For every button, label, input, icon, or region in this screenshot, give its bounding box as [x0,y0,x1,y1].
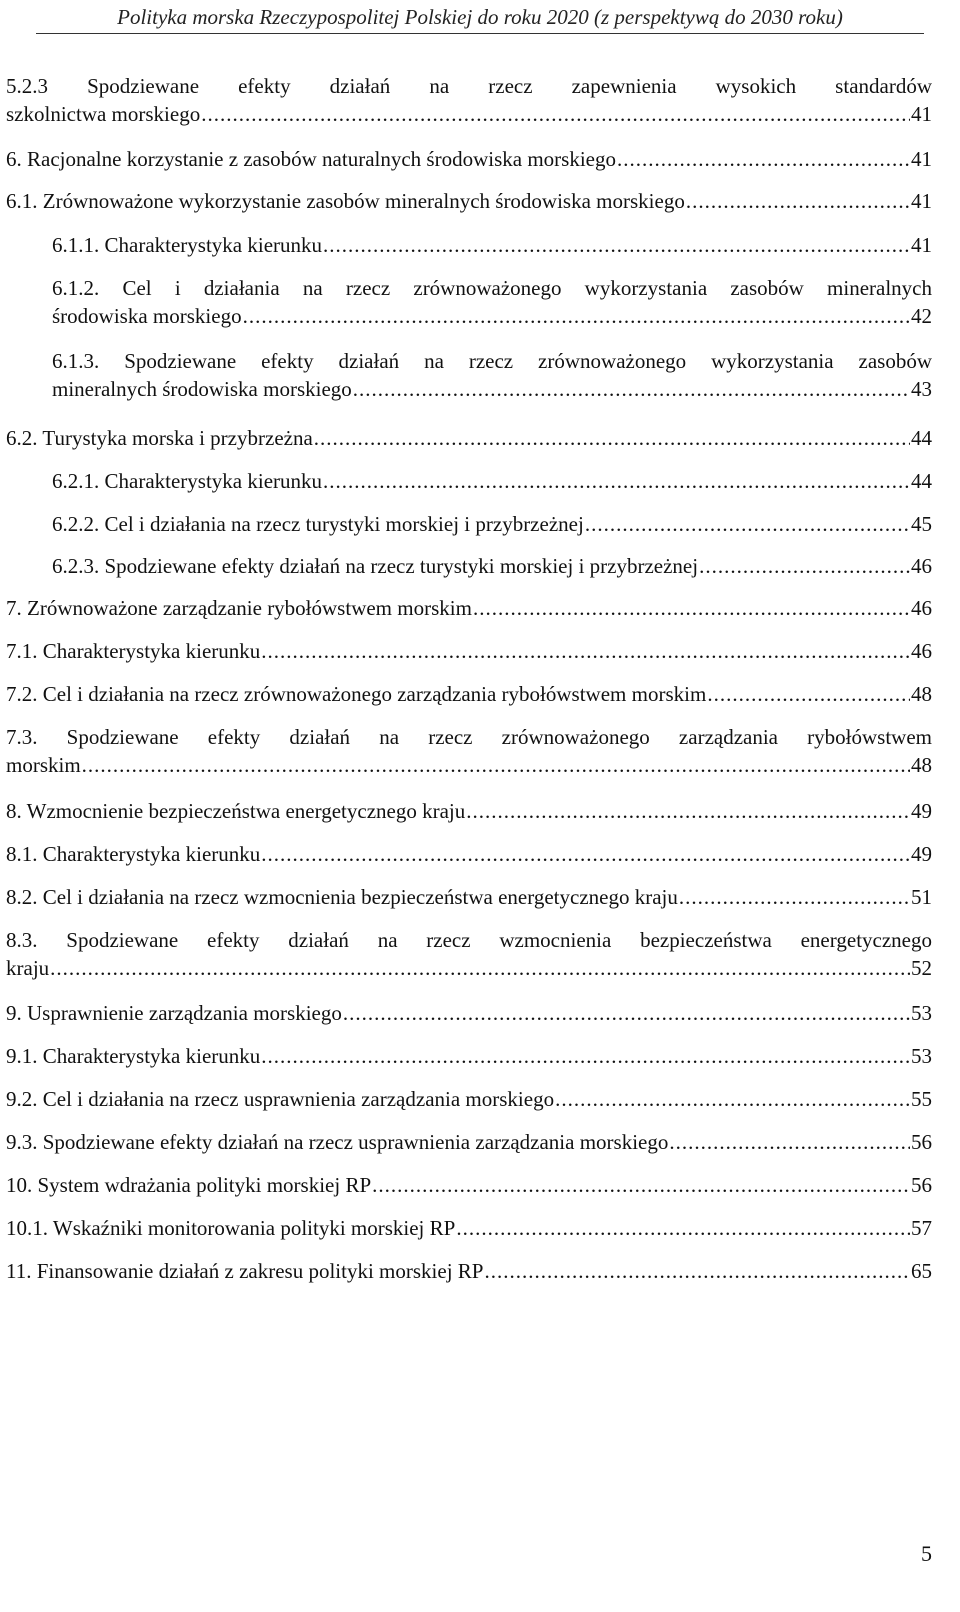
leader-dots [261,840,910,868]
toc-entry-text: 6.1.2. Cel i działania na rzecz zrównoważonego wykorzystania zasobów mineralnych [52,276,932,300]
toc-entry-text: 6.2. Turystyka morska i przybrzeżna [6,426,313,450]
toc-entry-9[interactable] [6,999,932,1027]
toc-page-number: 46 [911,554,932,578]
toc-entry-text: 6.1.3. Spodziewane efekty działań na rzecz zrównoważonego wykorzystania zasobów [52,349,932,373]
toc-entry-8-1[interactable] [6,840,932,868]
toc-entry-text: 6. Racjonalne korzystanie z zasobów naturalnych środowiska morskiego [6,147,616,171]
toc-entry-6-1-1[interactable] [52,231,932,259]
leader-dots [707,680,910,708]
leader-dots [343,999,910,1027]
toc-entry-text: 9.1. Charakterystyka kierunku [6,1044,261,1068]
toc-page-number: 43 [911,377,932,401]
toc-entry-6-1[interactable] [6,187,932,215]
toc-entry-text: 8. Wzmocnienie bezpieczeństwa energetycznego kraju [6,799,466,823]
toc-entry-text: mineralnych środowiska morskiego [52,377,352,401]
toc-entry-text: 8.2. Cel i działania na rzecz wzmocnienia bezpieczeństwa energetycznego kraju [6,885,678,909]
leader-dots [261,1042,910,1070]
leader-dots [699,552,910,580]
toc-page-number: 53 [911,1001,932,1025]
leader-dots [679,883,910,911]
toc-entry-7[interactable] [6,594,932,622]
toc-entry-text: 7.1. Charakterystyka kierunku [6,639,261,663]
toc-entry-10[interactable] [6,1171,932,1199]
toc-entry-text: 6.1.1. Charakterystyka kierunku [52,233,323,257]
toc-entry-text: 9.2. Cel i działania na rzecz usprawnienia zarządzania morskiego [6,1087,555,1111]
toc-entry-7-2[interactable] [6,680,932,708]
leader-dots [484,1257,910,1285]
leader-dots [314,424,910,452]
page-number: 5 [921,1541,932,1566]
toc-page-number: 41 [911,147,932,171]
toc-entry-8-3[interactable] [6,926,932,982]
toc-entry-6-1-3[interactable] [52,347,932,403]
leader-dots [323,231,910,259]
toc-page-number: 41 [911,102,932,126]
leader-dots [372,1171,910,1199]
header-rule [36,33,924,34]
toc-entry-text: 7.2. Cel i działania na rzecz zrównoważonego zarządzania rybołówstwem morskim [6,682,707,706]
leader-dots [555,1085,910,1113]
toc-entry-8[interactable] [6,797,932,825]
toc-entry-text: kraju [6,956,50,980]
toc-page-number: 48 [911,753,932,777]
toc-page-number: 65 [911,1259,932,1283]
leader-dots [261,637,910,665]
toc-page-number: 44 [911,426,932,450]
leader-dots [456,1214,910,1242]
toc-entry-text: 7. Zrównoważone zarządzanie rybołówstwem morskim [6,596,472,620]
toc-page-number: 48 [911,682,932,706]
leader-dots [82,751,910,779]
toc-entry-text: 7.3. Spodziewane efekty działań na rzecz zrównoważonego zarządzania rybołówstwem [6,725,932,749]
toc-entry-text: szkolnictwa morskiego [6,102,201,126]
toc-page-number: 41 [911,233,932,257]
toc-entry-6-1-2[interactable] [52,274,932,330]
toc-entry-text: 6.1. Zrównoważone wykorzystanie zasobów mineralnych środowiska morskiego [6,189,685,213]
toc-entry-6-2[interactable] [6,424,932,452]
toc-page-number: 56 [911,1173,932,1197]
toc-page-number: 44 [911,469,932,493]
leader-dots [686,187,910,215]
toc-entry-11[interactable] [6,1257,932,1285]
leader-dots [323,467,910,495]
toc-page-number: 51 [911,885,932,909]
leader-dots [353,375,910,403]
toc-entry-text: 11. Finansowanie działań z zakresu polityki morskiej RP [6,1259,484,1283]
toc-page-number: 55 [911,1087,932,1111]
toc-entry-9-1[interactable] [6,1042,932,1070]
toc-page-number: 45 [911,512,932,536]
leader-dots [473,594,910,622]
toc-entry-7-3[interactable] [6,723,932,779]
toc-entry-7-1[interactable] [6,637,932,665]
toc-page-number: 46 [911,639,932,663]
toc-entry-6-2-1[interactable] [52,467,932,495]
toc-entry-text: 10. System wdrażania polityki morskiej RP [6,1173,372,1197]
toc-entry-text: 6.2.1. Charakterystyka kierunku [52,469,323,493]
toc-page-number: 56 [911,1130,932,1154]
toc-entry-9-2[interactable] [6,1085,932,1113]
toc-entry-text: 8.1. Charakterystyka kierunku [6,842,261,866]
running-header [0,0,960,56]
toc-page-number: 42 [911,304,932,328]
toc-page-number: 41 [911,189,932,213]
leader-dots [243,302,910,330]
toc-entry-text: 9. Usprawnienie zarządzania morskiego [6,1001,342,1025]
leader-dots [669,1128,910,1156]
leader-dots [201,100,910,128]
toc-page-number: 52 [911,956,932,980]
toc-entry-5-2-3[interactable] [6,72,932,128]
toc-entry-8-2[interactable] [6,883,932,911]
leader-dots [585,510,910,538]
leader-dots [617,145,910,173]
toc-entry-text: środowiska morskiego [52,304,242,328]
toc-entry-10-1[interactable] [6,1214,932,1242]
toc-entry-text: 10.1. Wskaźniki monitorowania polityki morskiej RP [6,1216,456,1240]
toc-entry-text: 6.2.3. Spodziewane efekty działań na rzecz turystyki morskiej i przybrzeżnej [52,554,699,578]
running-header-title: Polityka morska Rzeczypospolitej Polskiej do roku 2020 (z perspektywą do 2030 roku) [117,5,843,29]
leader-dots [466,797,910,825]
toc-entry-text: 5.2.3 Spodziewane efekty działań na rzecz zapewnienia wysokich standardów [6,74,932,98]
leader-dots [50,954,910,982]
toc-page-number: 53 [911,1044,932,1068]
toc-page-number: 49 [911,799,932,823]
toc-page-number: 57 [911,1216,932,1240]
toc-entry-text: 6.2.2. Cel i działania na rzecz turystyki morskiej i przybrzeżnej [52,512,584,536]
toc-entry-text: 8.3. Spodziewane efekty działań na rzecz wzmocnienia bezpieczeństwa energetycznego [6,928,932,952]
toc-entry-6[interactable] [6,145,932,173]
toc-entry-6-2-2[interactable] [52,510,932,538]
toc-entry-text: morskim [6,753,81,777]
toc-page-number: 49 [911,842,932,866]
toc-entry-text: 9.3. Spodziewane efekty działań na rzecz usprawnienia zarządzania morskiego [6,1130,669,1154]
toc-page-number: 46 [911,596,932,620]
toc-entry-9-3[interactable] [6,1128,932,1156]
toc-entry-6-2-3[interactable] [52,552,932,580]
